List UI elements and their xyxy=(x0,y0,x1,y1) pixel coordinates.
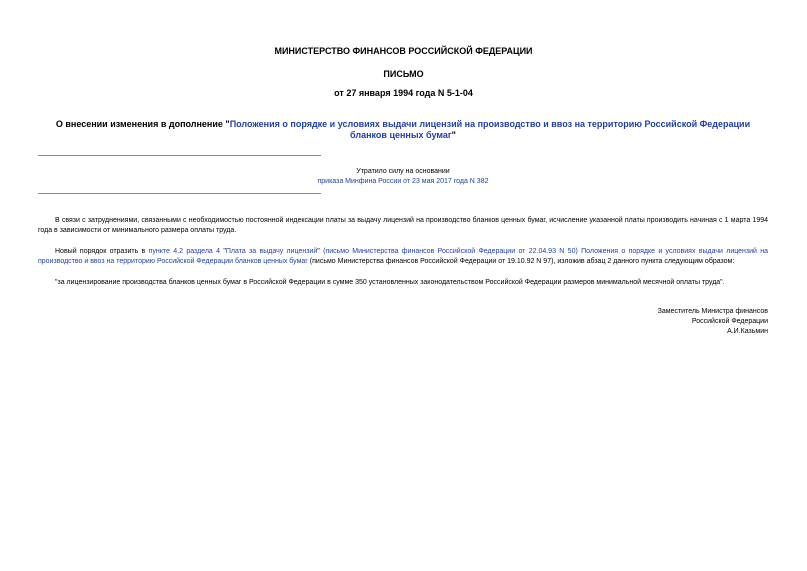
paragraph-2-text-b: " xyxy=(220,248,226,255)
signature-name: А.И.Казьмин xyxy=(727,328,768,335)
signature-organization: Российской Федерации xyxy=(691,318,768,325)
paragraph-2-text-e: (письмо Министерства финансов Российской Федерации от 19.10.92 N 97), изложив абзац 2 данного пункта следующим образом: xyxy=(307,258,735,265)
divider-bottom xyxy=(38,193,321,194)
regulation-link[interactable]: Положения о порядке и условиях выдачи лицензий на производство и ввоз на территорию Российской Федерации бланков ценных бумаг xyxy=(38,248,769,265)
license-fee-link[interactable]: Плата за выдачу лицензий xyxy=(225,248,318,255)
paragraph-2-text-a: Новый порядок отразить в xyxy=(55,248,149,255)
subject-prefix: О внесении изменения в дополнение " xyxy=(55,119,230,129)
paragraph-2-text-c: " xyxy=(317,248,324,255)
document-subject xyxy=(38,119,768,141)
status-note-text: Утратило силу на основании xyxy=(356,168,450,175)
status-note xyxy=(250,167,556,187)
signature-position: Заместитель Министра финансов xyxy=(657,308,768,315)
minfin-letter-link[interactable]: (письмо Министерства финансов Российской Федерации от 22.04.93 N 50) xyxy=(323,248,578,255)
paragraph-1: В связи с затруднениями, связанными с необходимостью постоянной индексации платы за выдачу лицензий на производство бланков ценных бумаг, исчисление указанной платы производить начиная с 1 марта 1994 года в зависимости от минимального размера оплаты труда. xyxy=(38,217,768,234)
ministry-title: МИНИСТЕРСТВО ФИНАНСОВ РОССИЙСКОЙ ФЕДЕРАЦИИ xyxy=(274,46,533,56)
signature-block xyxy=(468,307,768,337)
document-date-number: от 27 января 1994 года N 5-1-04 xyxy=(334,88,473,98)
subject-regulation-link[interactable]: Положения о порядке и условиях выдачи лицензий на производство и ввоз на территорию Российской Федерации бланков ценных бумаг xyxy=(229,119,751,140)
paragraph-3: "за лицензирование производства бланков ценных бумаг в Российской Федерации в сумме 350 установленных законодательством Российской Федерации размеров минимальной месячной оплаты труда". xyxy=(55,279,725,286)
point-4-2-link[interactable]: пункте 4.2 раздела 4 xyxy=(148,248,221,255)
subject-suffix: " xyxy=(451,130,456,140)
paragraph-2 xyxy=(38,247,768,267)
document-type: ПИСЬМО xyxy=(383,69,424,79)
divider-top xyxy=(38,155,321,156)
status-note-link[interactable]: приказа Минфина России от 23 мая 2017 года N 382 xyxy=(317,178,489,185)
